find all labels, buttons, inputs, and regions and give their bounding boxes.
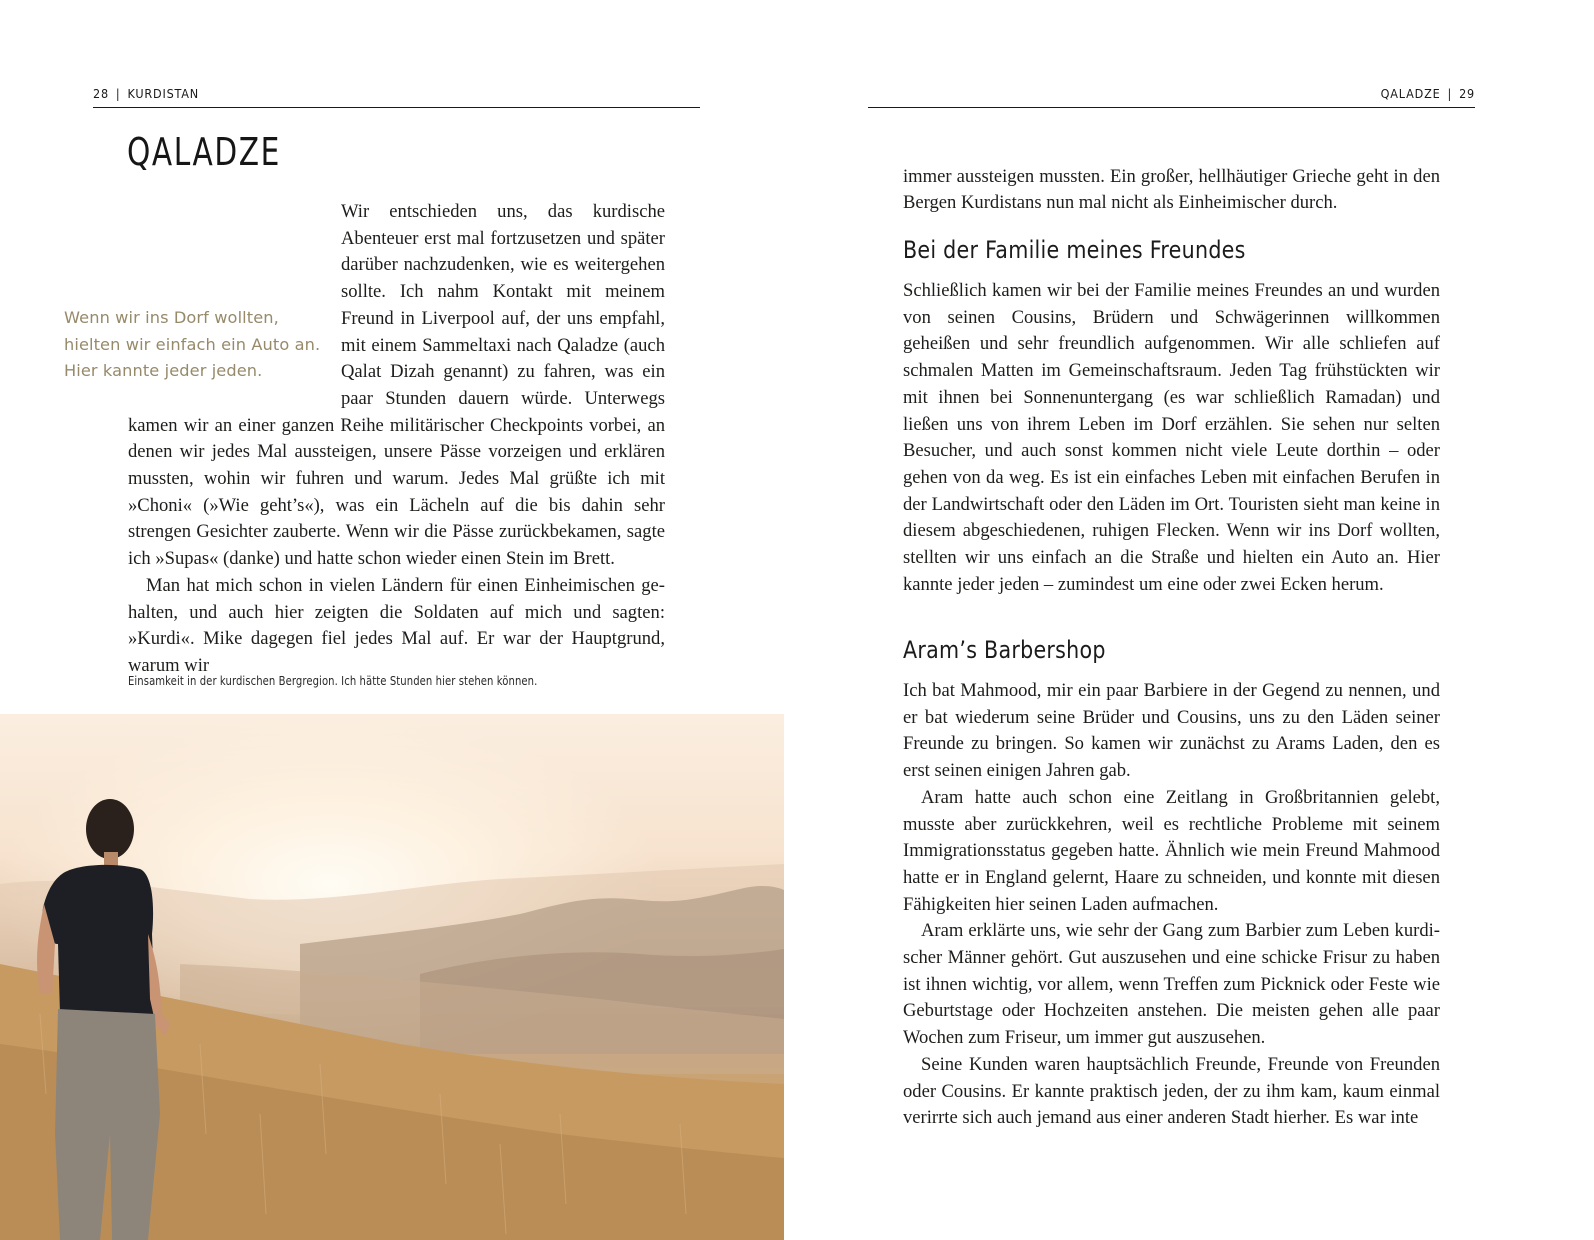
- running-head-left: [93, 86, 700, 108]
- body-paragraph: Man hat mich schon in vielen Ländern für einen Einheimischen gehalten, und auch hier zeigten die Soldaten auf mich und sagten: »Kurdi«. Mike dagegen fiel jedes Mal auf. Er war der Hauptgrund, warum wir: [128, 574, 665, 676]
- landscape-photo: [0, 714, 784, 1240]
- running-head-separator: |: [1447, 86, 1453, 101]
- page-number-right: 29: [1459, 86, 1475, 101]
- body-paragraph: Schließlich kamen wir bei der Familie meines Freundes an und wurden von seinen Cousins, Brüdern und Schwägerinnen willkommen geheißen und sehr freundlich aufgenommen. Wir alle schliefen auf schmalen Matten im Gemeinschaftsraum. Jeden Tag frühstückten wir mit ihnen bei Sonnenuntergang (es war schließlich Ramadan) und ließen uns von ihrem Leben im Dorf erzählen. Sie sehen nur selten Besucher, und auch sonst kommen nicht viele Leute dorthin – oder gehen von da weg. Es ist ein einfaches Leben mit einfachen Berufen in der Landwirtschaft oder den Läden im Ort. Touristen sieht man keine in diesem abgeschiedenen, ruhigen Flecken. Wenn wir ins Dorf wollten, stellten wir uns einfach an die Straße und hielten ein Auto an. Hier kannte jeder jeden – zumindest um eine oder zwei Ecken herum.: [903, 280, 1440, 595]
- page-number-left: 28: [93, 86, 109, 101]
- landscape-illustration: [0, 714, 784, 1240]
- body-paragraph: Ich bat Mahmood, mir ein paar Barbiere in der Gegend zu nennen, und er bat wiederum seine Brüder und Cousins, uns zu den Läden seiner Freunde zu bringen. So kamen wir zunächst zu Arams Laden, den es erst seinen einigen Jahren gab.: [903, 680, 1440, 782]
- continuation-paragraph: immer aussteigen mussten. Ein großer, hellhäutiger Grieche geht in den Bergen Kurdistans nun mal nicht als Einheimischer durch.: [903, 165, 1440, 214]
- section-body-barbershop: [903, 678, 1440, 1132]
- section-heading-family: Bei der Familie meines Freundes: [903, 236, 1246, 264]
- section-body-family: [903, 278, 1440, 598]
- left-body-text: [128, 199, 665, 680]
- photo-caption: Einsamkeit in der kurdischen Bergregion. Ich hätte Stunden hier stehen können.: [128, 673, 538, 688]
- running-head-section: KURDISTAN: [127, 86, 199, 101]
- body-paragraph: Seine Kunden waren hauptsächlich Freunde, Freunde von Freunden oder Cousins. Er kannte praktisch jeden, der zu ihm kam, kaum einmal verirrte sich auch jemand aus einer anderen Stadt hierher. Es war inte: [903, 1053, 1440, 1129]
- chapter-title: QALADZE: [127, 130, 281, 174]
- running-head-section: QALADZE: [1380, 86, 1441, 101]
- section-heading-barbershop: Aram’s Barbershop: [903, 636, 1106, 664]
- pull-quote: Wenn wir ins Dorf wollten, hielten wir einfach ein Auto an. Hier kannte jeder jeden.: [64, 308, 321, 381]
- body-paragraph: Aram hatte auch schon eine Zeitlang in Großbritannien gelebt, musste aber zurückkehren, weil es rechtliche Probleme mit seinem Immigrationsstatus gegeben hatte. Ähnlich wie mein Freund Mahmood hatte er in England gelernt, Haare zu schneiden, und konnte mit diesen Fähigkeiten hier seinen Laden aufmachen.: [903, 786, 1440, 915]
- body-paragraph: Aram erklärte uns, wie sehr der Gang zum Barbier zum Leben kurdischer Männer gehört. Gut auszusehen und eine schicke Frisur zu haben ist ihnen wichtig, vor allem, wenn Treffen zum Picknick oder Feste wie Geburtstage oder Hochzeiten anstehen. Die meisten gehen alle paar Wochen zum Friseur, um immer gut auszusehen.: [903, 920, 1440, 1049]
- body-paragraph: Wir entschieden uns, das kurdische Abenteuer erst mal fortzusetzen und später darüber nachzudenken, wie es weitergehen sollte. Ich nahm Kontakt mit meinem Freund in Liverpool auf, der uns empfahl, mit einem Sammeltaxi nach Qaladze (auch Qalat Dizah genannt) zu fahren, was ein paar Stunden dauern würde. Unterwegs kamen wir an einer ganzen Reihe militärischer Checkpoints vorbei, an denen wir jedes Mal aussteigen, unsere Pässe vorzeigen und erklären mussten, wohin wir fuhren und warum. Jedes Mal grüßte ich mit »Choni« (»Wie geht’s«), was ein Lächeln auf die bis dahin sehr strengen Gesichter zauberte. Wenn wir die Pässe zurückbekamen, sagte ich »Supas« (danke) und hatte schon wieder einen Stein im Brett.: [128, 201, 665, 570]
- running-head-separator: |: [115, 86, 121, 101]
- running-head-right: [868, 86, 1475, 108]
